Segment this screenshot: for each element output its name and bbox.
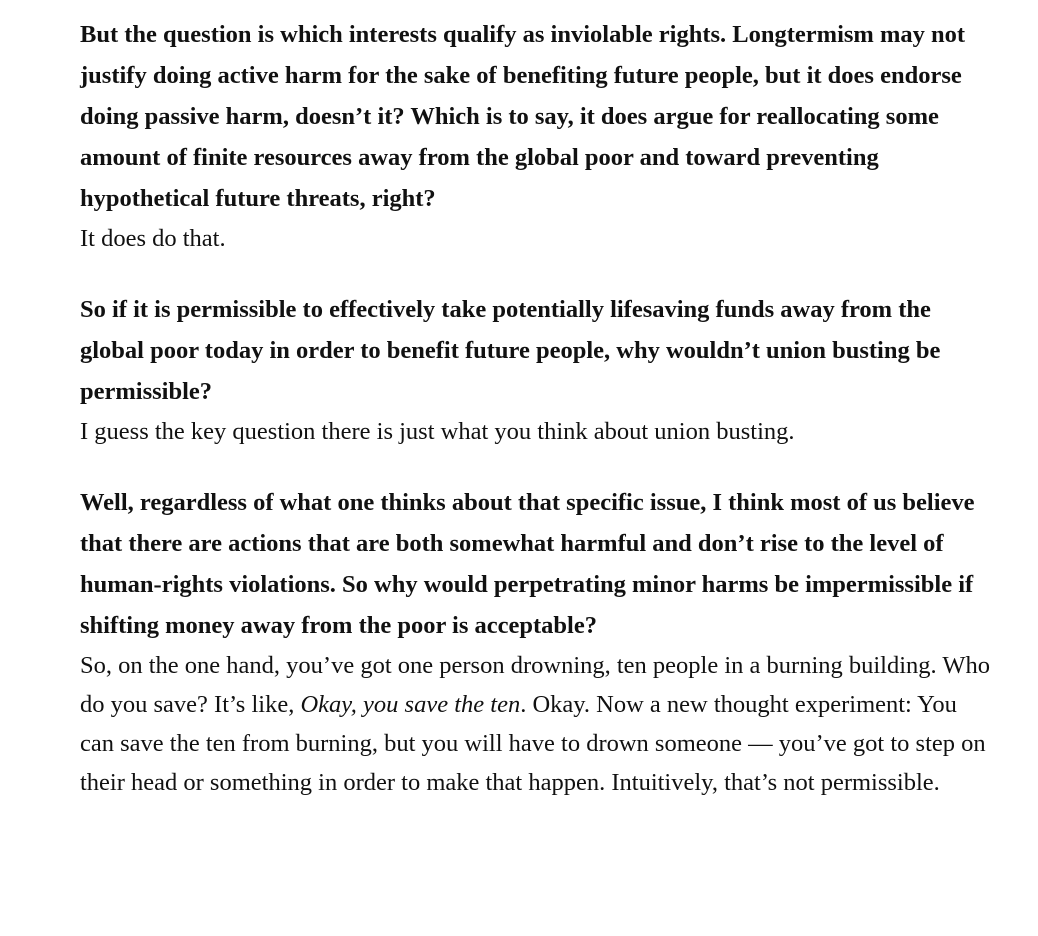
qa-block-1 (80, 14, 990, 258)
interview-question: So if it is permissible to effectively take potentially lifesaving funds away from the global poor today in order to benefit future people, why wouldn’t union busting be permissible? (80, 296, 941, 405)
qa-block-2 (80, 289, 990, 451)
qa-block-3 (80, 482, 990, 802)
interview-answer: I guess the key question there is just what you think about union busting. (80, 418, 795, 445)
article-body (80, 14, 990, 833)
answer-text: . Okay. Now a new thought experiment: You can save the ten from burning, but you will have to drown someone — you’ve got to step on their head or something in order to make that happen. Intuitively, that’s not permissible. (80, 691, 986, 796)
interview-question: Well, regardless of what one thinks about that specific issue, I think most of us believe that there are actions that are both somewhat harmful and don’t rise to the level of human-rights violations. So why would perpetrating minor harms be impermissible if shifting money away from the poor is acceptable? (80, 489, 975, 639)
interview-answer: It does do that. (80, 225, 226, 252)
interview-question: But the question is which interests qualify as inviolable rights. Longtermism may not justify doing active harm for the sake of benefiting future people, but it does endorse doing passive harm, doesn’t it? Which is to say, it does argue for reallocating some amount of finite resources away from the global poor and toward preventing hypothetical future threats, right? (80, 21, 966, 212)
answer-text: So, on the one hand, you’ve got one person drowning, ten people in a burning building. Who do you save? It’s like, (80, 652, 990, 718)
interview-answer (80, 646, 990, 802)
answer-italic-text: Okay, you save the ten (300, 691, 521, 718)
